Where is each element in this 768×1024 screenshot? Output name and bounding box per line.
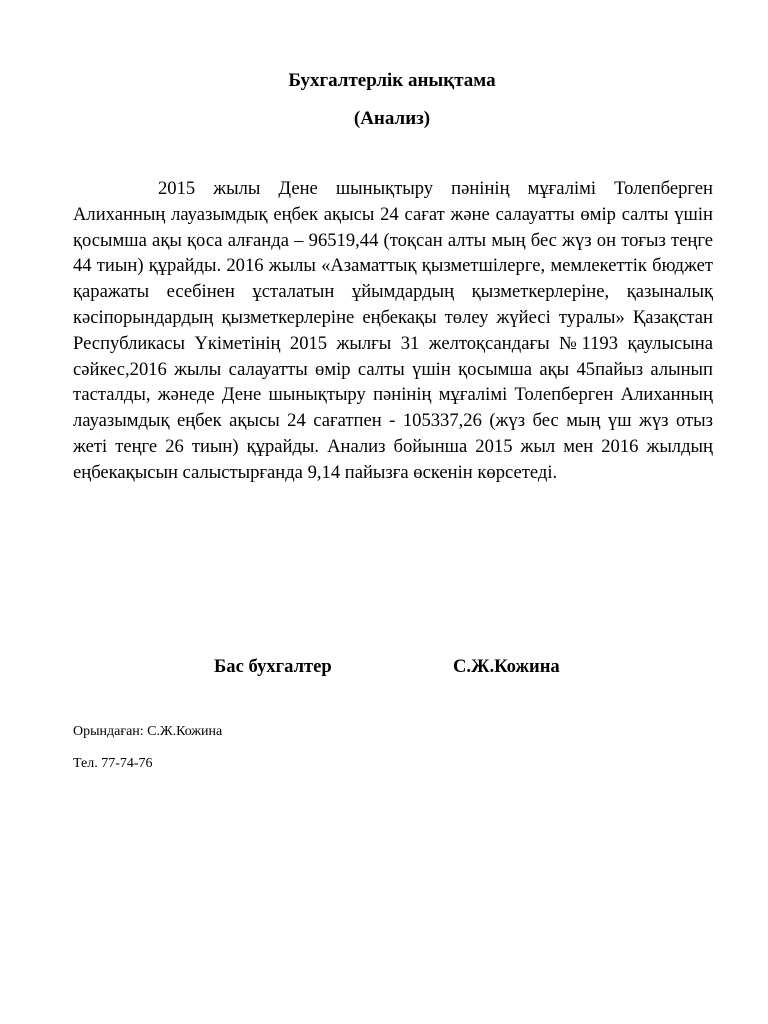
analysis-paragraph: 2015 жылы Дене шынықтыру пәнінің мұғалімі Толепберген Алиханның лауазымдық еңбек ақысы 24 сағат және салауатты өмір салты үшін қосымша ақы қоса алғанда – 96519,44 (тоқсан алты мың бес жүз он тоғыз теңге 44 тиын) құрайды. 2016 жылы «Азаматтық қызметшілерге, мемлекеттік бюджет қаражаты есебінен ұсталатын ұйымдардың қызметкерлеріне, қазыналық кәсіпорындардың қызметкерлеріне еңбекақы төлеу жүйесі туралы» Қазақстан Республикасы Үкіметінің 2015 жылғы 31 желтоқсандағы №1193 қаулысына сәйкес,2016 жылы салауатты өмір салты үшін қосымша ақы 45пайыз алынып тасталды, жәнеде Дене шынықтыру пәнінің мұғалімі Толепберген Алиханның лауазымдық еңбек ақысы 24 сағатпен - 105337,26 (жүз бес мың үш жүз отыз жеті теңге 26 тиын) құрайды. Анализ бойынша 2015 жыл мен 2016 жылдың еңбекақысын салыстырғанда 9,14 пайызға өскенін көрсетеді. <box>73 178 713 483</box>
document-subtitle: (Анализ) <box>353 108 431 129</box>
phone-line: Тел. 77-74-76 <box>73 756 153 771</box>
signature-role: Бас бухгалтер <box>214 656 332 677</box>
signature-name: С.Ж.Кожина <box>453 656 560 677</box>
document-title: Бухгалтерлік анықтама <box>288 70 496 91</box>
executor-line: Орындаған: С.Ж.Кожина <box>73 724 223 739</box>
